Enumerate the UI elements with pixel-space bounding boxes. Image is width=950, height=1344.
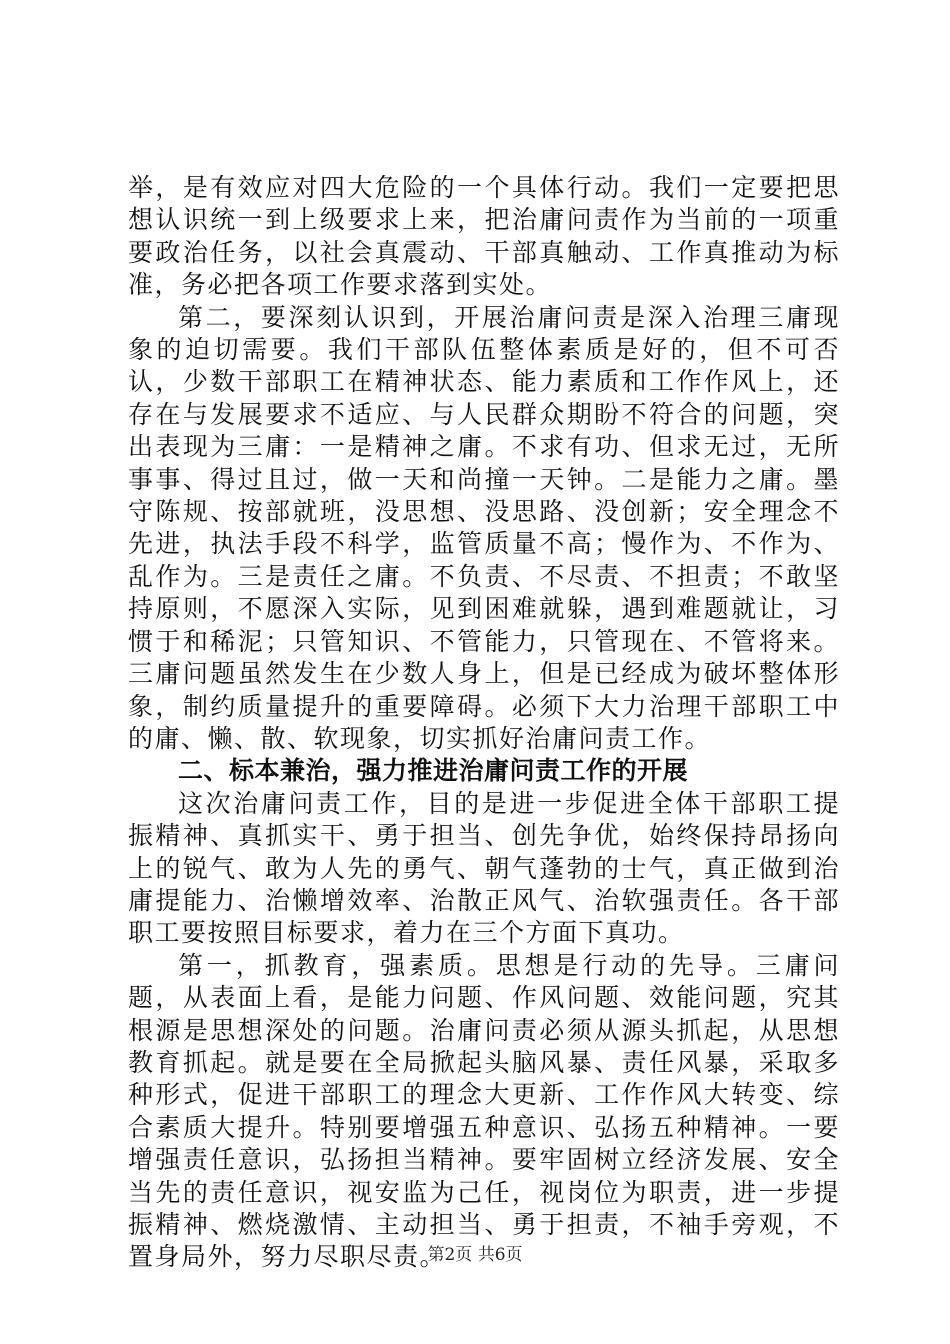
document-body xyxy=(128,172,840,1274)
paragraph-purpose: 这次治庸问责工作，目的是进一步促进全体干部职工提振精神、真抓实干、勇于担当、创先争优，始终保持昂扬向上的锐气、敢为人先的勇气、朝气蓬勃的士气，真正做到治庸提能力、治懒增效率、治散正风气、治软强责任。各干部职工要按照目标要求，着力在三个方面下真功。 xyxy=(128,788,840,948)
paragraph-continued: 举，是有效应对四大危险的一个具体行动。我们一定要把思想认识统一到上级要求上来，把治庸问责作为当前的一项重要政治任务，以社会真震动、干部真触动、工作真推动为标准，务必把各项工作要求落到实处。 xyxy=(128,173,840,300)
section-heading: 二、标本兼治，强力推进治庸问责工作的开展 xyxy=(178,756,689,786)
paragraph-second-point: 第二，要深刻认识到，开展治庸问责是深入治理三庸现象的迫切需要。我们干部队伍整体素质是好的，但不可否认，少数干部职工在精神状态、能力素质和工作作风上，还存在与发展要求不适应、与人民群众期盼不符合的问题，突出表现为三庸：一是精神之庸。不求有功、但求无过，无所事事、得过且过，做一天和尚撞一天钟。二是能力之庸。墨守陈规、按部就班，没思想、没思路、没创新；安全理念不先进，执法手段不科学，监管质量不高；慢作为、不作为、乱作为。三是责任之庸。不负责、不尽责、不担责；不敢坚持原则，不愿深入实际，见到困难就躲，遇到难题就让，习惯于和稀泥；只管知识、不管能力，只管现在、不管将来。三庸问题虽然发生在少数人身上，但是已经成为破坏整体形象，制约质量提升的重要障碍。必须下大力治理干部职工中的庸、懒、散、软现象，切实抓好治庸问责工作。 xyxy=(128,302,840,753)
paragraph-first-measure: 第一，抓教育，强素质。思想是行动的先导。三庸问题，从表面上看，是能力问题、作风问题、效能问题，究其根源是思想深处的问题。治庸问责必须从源头抓起，从思想教育抓起。就是要在全局掀起头脑风暴、责任风暴，采取多种形式，促进干部职工的理念大更新、工作作风大转变、综合素质大提升。特别要增强五种意识、弘扬五种精神。一要增强责任意识，弘扬担当精神。要牢固树立经济发展、安全当先的责任意识，视安监为己任，视岗位为职责，进一步提振精神、燃烧激情、主动担当、勇于担责，不袖手旁观，不置身局外，努力尽职尽责。 xyxy=(128,950,840,1272)
page-number-footer: 第2页 共6页 xyxy=(427,1245,523,1265)
